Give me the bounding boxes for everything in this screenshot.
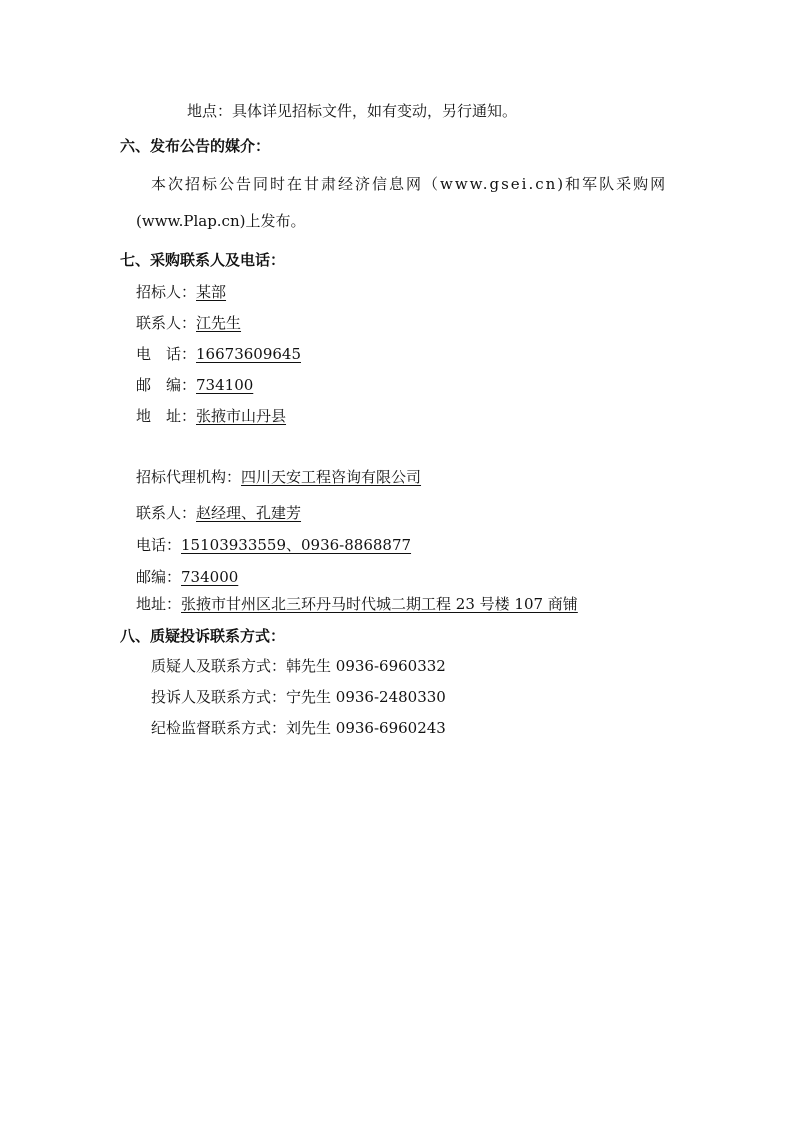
buyer-phone-row bbox=[136, 344, 301, 364]
section6-paragraph-line1: 本次招标公告同时在甘肃经济信息网（www.gsei.cn)和军队采购网 bbox=[151, 175, 668, 193]
agency-address-row bbox=[136, 594, 578, 614]
complaint-item bbox=[151, 718, 446, 738]
location-text: 具体详见招标文件，如有变动，另行通知。 bbox=[232, 102, 518, 120]
agency-postcode-label: 邮编： bbox=[136, 568, 182, 586]
buyer-postcode-label: 邮 编： bbox=[136, 376, 197, 394]
location-line bbox=[187, 101, 517, 121]
agency-address-label: 地址： bbox=[136, 595, 182, 613]
buyer-name-label: 招标人： bbox=[136, 283, 197, 301]
agency-phone: 15103933559、0936-8868877 bbox=[181, 536, 412, 554]
buyer-contact-row bbox=[136, 313, 241, 333]
location-label: 地点： bbox=[187, 102, 233, 120]
buyer-contact-label: 联系人： bbox=[136, 314, 197, 332]
buyer-name: 某部 bbox=[196, 283, 227, 301]
buyer-address: 张掖市山丹县 bbox=[196, 407, 287, 425]
agency-phone-row bbox=[136, 535, 411, 555]
agency-address: 张掖市甘州区北三环丹马时代城二期工程 23 号楼 107 商铺 bbox=[181, 595, 578, 613]
complaint-item-label: 纪检监督联系方式： bbox=[151, 719, 287, 737]
agency-name-row bbox=[136, 467, 421, 487]
buyer-address-label: 地 址： bbox=[136, 407, 197, 425]
complaint-item-label: 投诉人及联系方式： bbox=[151, 688, 287, 706]
buyer-contact: 江先生 bbox=[196, 314, 242, 332]
section7-heading: 七、采购联系人及电话： bbox=[120, 251, 286, 269]
agency-postcode-row bbox=[136, 567, 238, 587]
agency-phone-label: 电话： bbox=[136, 536, 182, 554]
complaint-item bbox=[151, 687, 446, 707]
complaint-item-value: 刘先生 0936-6960243 bbox=[286, 719, 446, 737]
agency-postcode: 734000 bbox=[181, 568, 239, 586]
agency-contact: 赵经理、孔建芳 bbox=[196, 504, 302, 522]
buyer-phone: 16673609645 bbox=[196, 345, 301, 363]
buyer-postcode-row bbox=[136, 375, 253, 395]
complaint-item-value: 韩先生 0936-6960332 bbox=[286, 657, 446, 675]
agency-contact-label: 联系人： bbox=[136, 504, 197, 522]
complaint-item-value: 宁先生 0936-2480330 bbox=[286, 688, 446, 706]
agency-name-label: 招标代理机构： bbox=[136, 468, 242, 486]
section6-heading: 六、发布公告的媒介： bbox=[120, 137, 271, 155]
buyer-address-row bbox=[136, 406, 286, 426]
agency-contact-row bbox=[136, 503, 301, 523]
buyer-phone-label: 电 话： bbox=[136, 345, 197, 363]
buyer-postcode: 734100 bbox=[196, 376, 254, 394]
complaint-item bbox=[151, 656, 446, 676]
buyer-name-row bbox=[136, 282, 226, 302]
complaint-item-label: 质疑人及联系方式： bbox=[151, 657, 287, 675]
section6-paragraph-line2: (www.Plap.cn)上发布。 bbox=[136, 212, 306, 230]
section8-heading: 八、质疑投诉联系方式： bbox=[120, 627, 286, 645]
agency-name: 四川天安工程咨询有限公司 bbox=[241, 468, 422, 486]
